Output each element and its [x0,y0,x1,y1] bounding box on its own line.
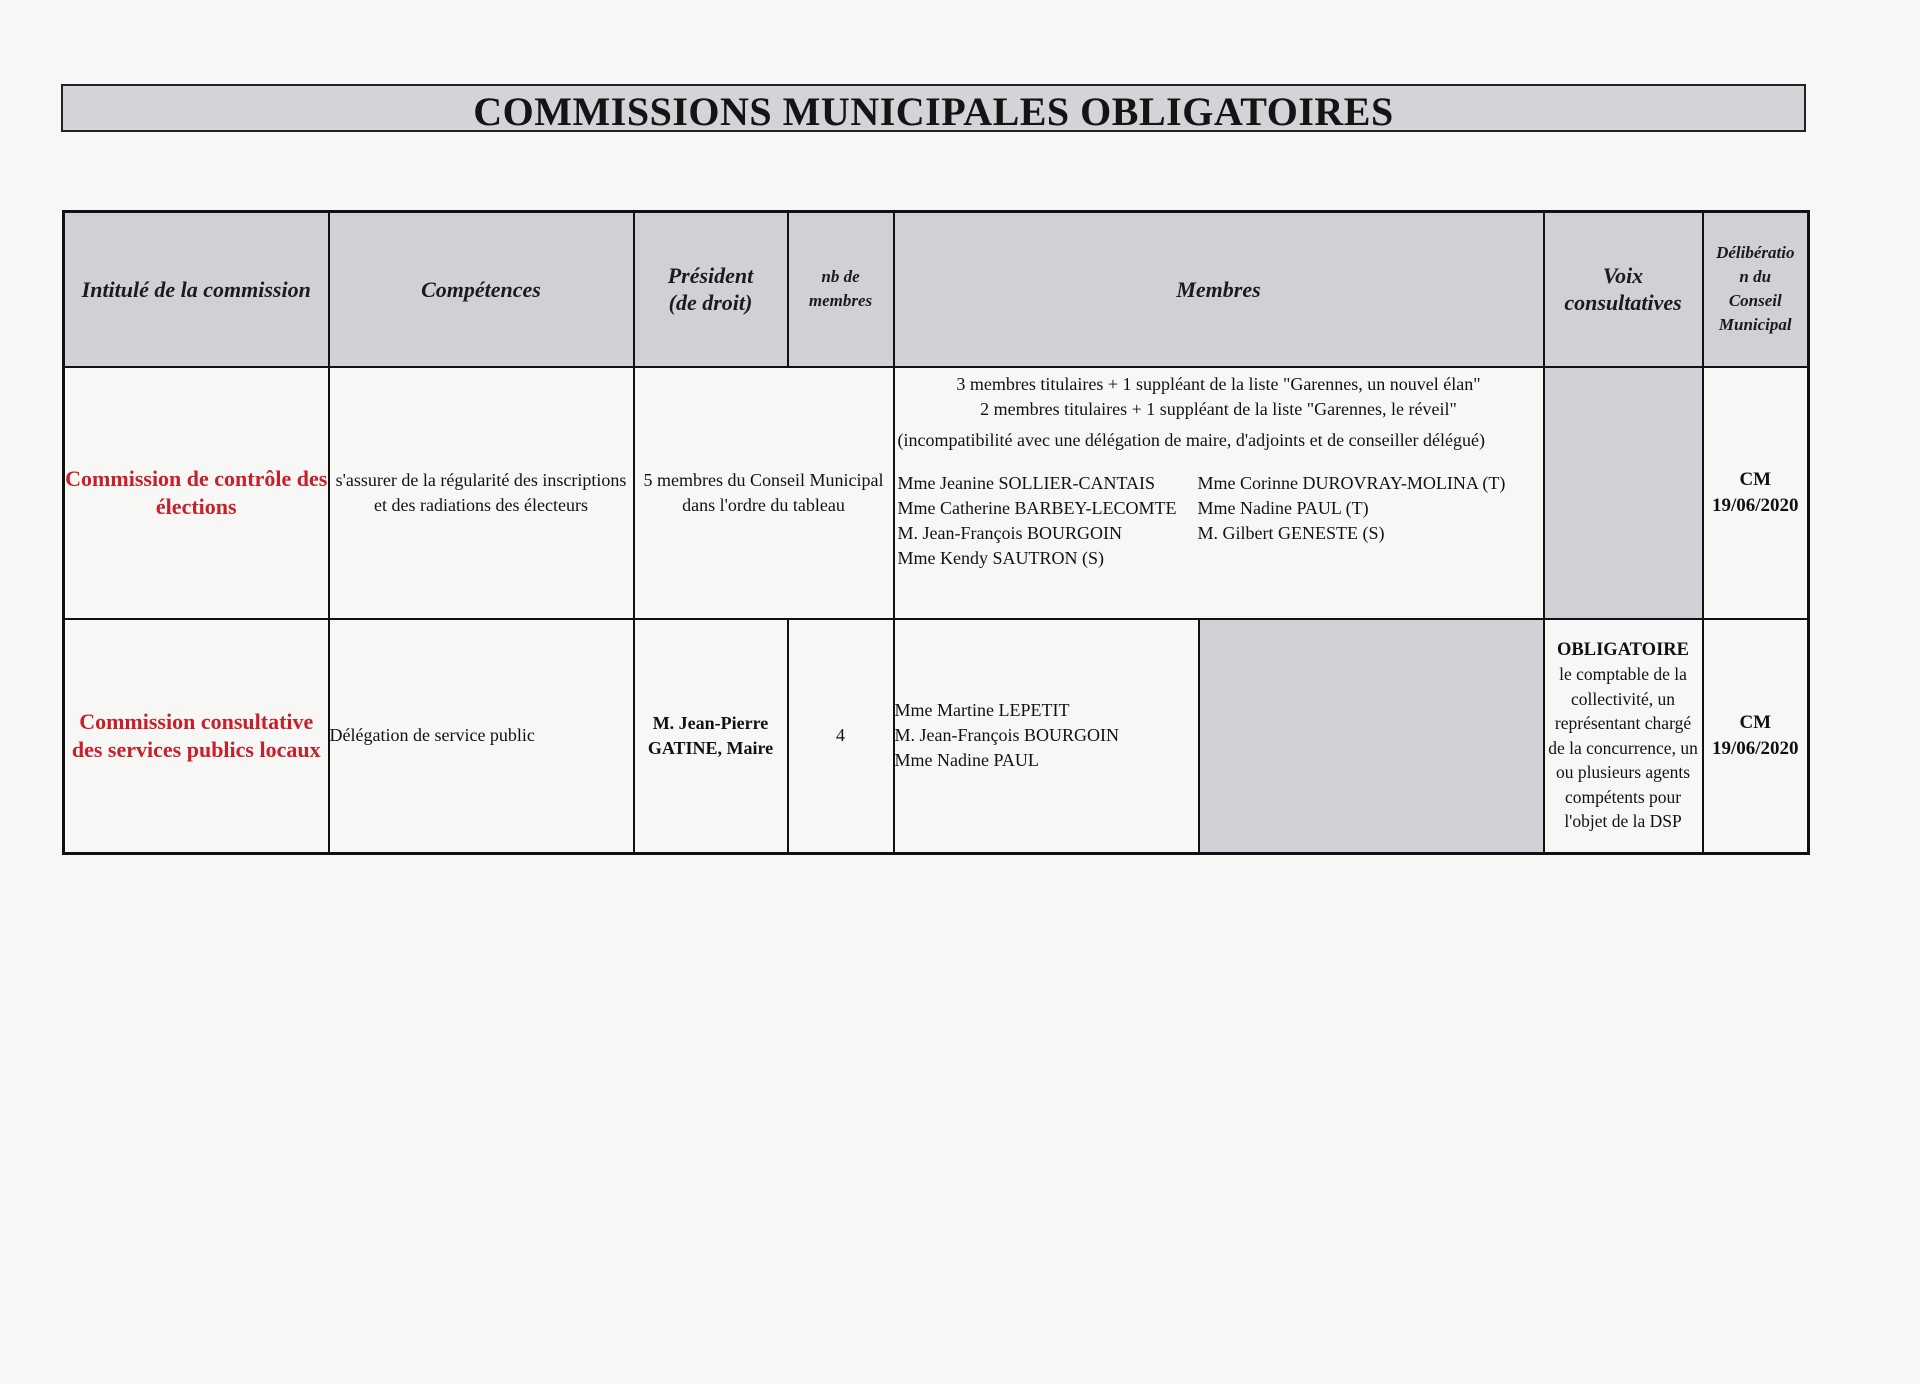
membres-intro [895,368,1543,422]
commission-competences: s'assurer de la régularité des inscriptions et des radiations des électeurs [329,367,634,619]
commissions-table [62,210,1810,855]
header-voix-line2: consultatives [1564,290,1682,316]
membres-intro-line: 3 membres titulaires + 1 suppléant de la liste "Garennes, un nouvel élan" [956,373,1481,394]
member-name: Mme Nadine PAUL (T) [1197,497,1369,518]
member-name: Mme Nadine PAUL [894,750,1039,771]
member-name: M. Jean-François BOURGOIN [894,725,1119,746]
voix-text: le comptable de la collectivité, un représentant chargé de la concurrence, un ou plusieurs agents compétents pour l'objet de la DSP [1548,664,1698,832]
table-header-row [64,212,1809,367]
member-name: Mme Kendy SAUTRON (S) [897,547,1104,568]
commission-name: Commission consultative des services publics locaux [64,619,329,854]
voix-empty-cell [1544,367,1703,619]
header-president-line1: Président [667,263,754,289]
commission-nb-membres: 4 [788,619,894,854]
page-title-bar [61,84,1806,132]
header-nb-line2: membres [808,291,873,311]
membres-intro-line: 2 membres titulaires + 1 suppléant de la liste "Garennes, le réveil" [980,398,1457,419]
member-name: Mme Catherine BARBEY-LECOMTE [897,497,1177,518]
commission-president: M. Jean-Pierre GATINE, Maire [634,619,788,854]
deliberation-cell [1703,367,1809,619]
membres-empty-cell [1199,619,1544,854]
member-name: M. Jean-François BOURGOIN [897,522,1122,543]
member-name: Mme Corinne DUROVRAY-MOLINA (T) [1197,472,1506,493]
header-nb-line1: nb de [821,267,860,287]
member-name: Mme Jeanine SOLLIER-CANTAIS [897,472,1156,493]
membres-column-1 [898,471,1198,571]
commission-competences: Délégation de service public [329,619,634,854]
header-deliberation [1703,212,1809,367]
header-deliberation-line2: n du [1739,267,1772,287]
commission-membres [894,619,1199,854]
header-competences: Compétences [329,212,634,367]
member-name: Mme Martine LEPETIT [894,700,1070,721]
voix-title: OBLIGATOIRE [1557,639,1689,660]
deliberation-label: CM [1739,468,1772,490]
voix-consultatives-cell [1544,619,1703,854]
header-membres: Membres [894,212,1544,367]
membres-note: (incompatibilité avec une délégation de maire, d'adjoints et de conseiller délégué) [897,429,1486,450]
header-intitule: Intitulé de la commission [64,212,329,367]
deliberation-label: CM [1739,711,1772,733]
header-president [634,212,788,367]
header-voix [1544,212,1703,367]
header-deliberation-line4: Municipal [1718,315,1792,335]
deliberation-date: 19/06/2020 [1711,494,1799,516]
table-row [64,367,1809,619]
deliberation-date: 19/06/2020 [1711,737,1799,759]
header-deliberation-line1: Délibératio [1716,243,1795,263]
membres-columns [895,471,1543,571]
deliberation-cell [1703,619,1809,854]
header-nb-membres [788,212,894,367]
commission-membres [894,367,1544,619]
membres-column-2 [1198,471,1506,571]
page-title: COMMISSIONS MUNICIPALES OBLIGATOIRES [473,88,1394,134]
header-deliberation-line3: Conseil [1728,291,1782,311]
member-name: M. Gilbert GENESTE (S) [1197,522,1385,543]
table-row [64,619,1809,854]
header-voix-line1: Voix [1602,263,1644,289]
commission-president: 5 membres du Conseil Municipal dans l'ordre du tableau [634,367,894,619]
commission-name: Commission de contrôle des élections [64,367,329,619]
header-president-line2: (de droit) [668,290,753,316]
